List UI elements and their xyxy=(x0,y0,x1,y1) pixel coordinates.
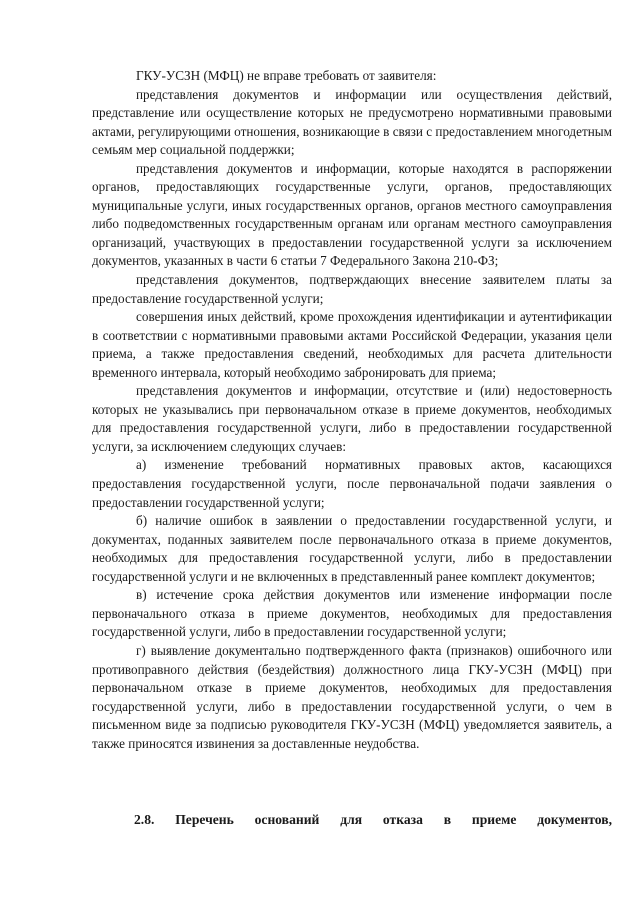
paragraph-requirement-missing-info: представления документов и информации, отсутствие и (или) недостоверность которых не указывались при первоначальном отказе в приеме документов, необходимых для предоставления государственной услуги, либо в предоставлении государственной услуги, за исключением следующих случаев: xyxy=(92,383,612,454)
section-heading-2-8: 2.8. Перечень оснований для отказа в приеме документов, xyxy=(134,812,612,827)
document-body xyxy=(92,67,612,753)
intro-paragraph: ГКУ-УСЗН (МФЦ) не вправе требовать от заявителя: xyxy=(136,68,437,83)
paragraph-case-g: г) выявление документально подтвержденного факта (признаков) ошибочного или противоправного действия (бездействия) должностного лица ГКУ-УСЗН (МФЦ) при первоначальном отказе в приеме документов, необходимых для предоставления государственной услуги, либо в предоставлении государственной услуги, о чем в письменном виде за подписью руководителя ГКУ-УСЗН (МФЦ) уведомляется заявитель, а также приносятся извинения за доставленные неудобства. xyxy=(92,642,612,751)
paragraph-requirement-other-actions: совершения иных действий, кроме прохождения идентификации и аутентификации в соответствии с нормативными правовыми актами Российской Федерации, указания цели приема, а также предоставления сведений, необходимых для расчета длительности временного интервала, который необходимо забронировать для приема; xyxy=(92,309,612,380)
paragraph-requirement-payment: представления документов, подтверждающих внесение заявителем платы за предоставление государственной услуги; xyxy=(92,272,612,306)
paragraph-requirement-documents: представления документов и информации, которые находятся в распоряжении органов, предоставляющих государственные услуги, органов, предоставляющих муниципальные услуги, иных государственных органов, органов местного самоуправления либо подведомственных государственным органам или органам местного самоуправления организаций, участвующих в предоставлении государственной услуги за исключением документов, указанных в части 6 статьи 7 Федерального Закона 210-ФЗ; xyxy=(92,160,612,269)
paragraph-case-b: б) наличие ошибок в заявлении о предоставлении государственной услуги, и документах, поданных заявителем после первоначального отказа в приеме документов, необходимых для предоставления государственной услуги, либо в предоставлении государственной услуги и не включенных в представленный ранее комплект документов; xyxy=(92,513,612,584)
paragraph-case-a: а) изменение требований нормативных правовых актов, касающихся предоставления государственной услуги, после первоначальной подачи заявления о предоставлении государственной услуги; xyxy=(92,457,612,510)
paragraph-requirement-actions: представления документов и информации или осуществления действий, представление или осуществление которых не предусмотрено нормативными правовыми актами, регулирующими отношения, возникающие в связи с предоставлением многодетным семьям мер социальной поддержки; xyxy=(92,86,612,158)
paragraph-case-v: в) истечение срока действия документов или изменение информации после первоначального отказа в приеме документов, необходимых для предоставления государственной услуги, либо в предоставлении государственной услуги; xyxy=(92,587,612,640)
